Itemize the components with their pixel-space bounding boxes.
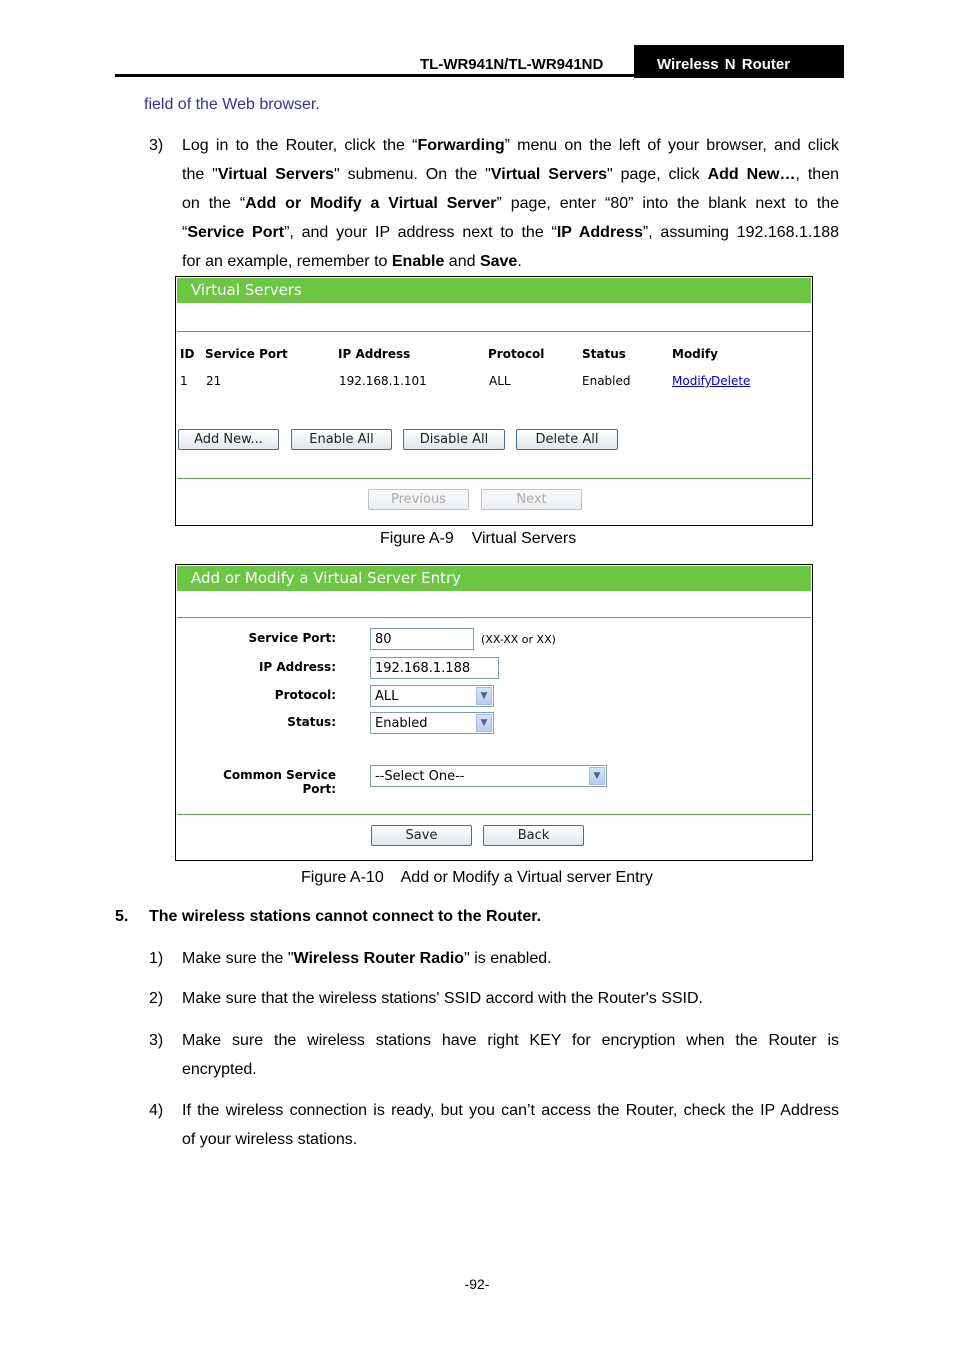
- panel-title: Virtual Servers: [177, 278, 811, 303]
- item-text: [182, 1026, 839, 1084]
- next-button[interactable]: Next: [481, 489, 582, 510]
- step3-line4: “Service Port”, and your IP address next to the “IP Address”, assuming 192.168.1.188: [182, 224, 840, 241]
- protocol-label: Protocol:: [274, 688, 336, 702]
- row-port: 21: [206, 374, 222, 388]
- intro-fragment: field of the Web browser.: [144, 96, 320, 113]
- divider: [177, 617, 811, 618]
- divider: [177, 478, 811, 479]
- ip-address-input[interactable]: 192.168.1.188: [370, 657, 499, 679]
- service-port-hint: (XX-XX or XX): [481, 633, 556, 646]
- row-protocol: ALL: [489, 374, 511, 388]
- common-service-port-select[interactable]: --Select One-- ▼: [370, 765, 607, 787]
- column-header: ID: [180, 347, 195, 361]
- item-number: 1): [149, 950, 164, 967]
- item-line: Make sure the wireless stations have right KEY for encryption when the Router is: [182, 1032, 839, 1049]
- row-id: 1: [180, 374, 188, 388]
- virtual-servers-panel: [175, 276, 813, 526]
- column-header: Protocol: [488, 347, 545, 361]
- chevron-down-icon[interactable]: ▼: [476, 714, 492, 732]
- header-model: TL-WR941N/TL-WR941ND: [420, 56, 604, 73]
- item-line: of your wireless stations.: [182, 1131, 358, 1148]
- row-ip: 192.168.1.101: [339, 374, 427, 388]
- figure-caption: Figure A-9 Virtual Servers: [380, 530, 577, 547]
- chevron-down-icon[interactable]: ▼: [589, 767, 605, 785]
- service-port-input[interactable]: 80: [370, 628, 474, 650]
- item-number: 3): [149, 1032, 164, 1049]
- item-text: Make sure the "Wireless Router Radio" is enabled.: [182, 950, 552, 967]
- item-line: If the wireless connection is ready, but you can’t access the Router, check the IP Address: [182, 1102, 839, 1119]
- step3-line5: for an example, remember to Enable and Save.: [182, 253, 522, 270]
- item-number: 4): [149, 1102, 164, 1119]
- enable-all-button[interactable]: Enable All: [291, 429, 392, 450]
- step3-line2: the "Virtual Servers" submenu. On the "Virtual Servers" page, click Add New…, then: [182, 166, 839, 183]
- chevron-down-icon[interactable]: ▼: [476, 687, 492, 705]
- modify-link[interactable]: Modify: [672, 374, 712, 388]
- item-line: encrypted.: [182, 1061, 257, 1078]
- header-product: Wireless N Router: [634, 45, 844, 78]
- column-header: Status: [582, 347, 626, 361]
- save-button[interactable]: Save: [371, 825, 472, 846]
- step-number: 3): [149, 137, 164, 154]
- common-service-port-label: Common Service Port:: [223, 768, 336, 796]
- previous-button[interactable]: Previous: [368, 489, 469, 510]
- back-button[interactable]: Back: [483, 825, 584, 846]
- status-select[interactable]: Enabled ▼: [370, 712, 494, 734]
- disable-all-button[interactable]: Disable All: [403, 429, 505, 450]
- page-number: -92-: [464, 1276, 490, 1292]
- protocol-select[interactable]: ALL ▼: [370, 685, 494, 707]
- add-new-button[interactable]: Add New...: [178, 429, 279, 450]
- divider: [177, 814, 811, 815]
- item-text: [182, 1096, 839, 1154]
- row-status: Enabled: [582, 374, 631, 388]
- section-number: 5.: [115, 908, 129, 925]
- divider: [177, 331, 811, 332]
- step3-line1: Log in to the Router, click the “Forwarding” menu on the left of your browser, and click: [182, 137, 840, 154]
- ip-address-label: IP Address:: [258, 660, 336, 674]
- panel-title: Add or Modify a Virtual Server Entry: [177, 566, 811, 591]
- column-header: IP Address: [338, 347, 411, 361]
- item-number: 2): [149, 990, 164, 1007]
- service-port-label: Service Port:: [248, 631, 336, 645]
- section-title: The wireless stations cannot connect to the Router.: [149, 908, 542, 925]
- item-text: Make sure that the wireless stations' SSID accord with the Router's SSID.: [182, 990, 703, 1007]
- figure-caption: Figure A-10 Add or Modify a Virtual server Entry: [301, 869, 653, 886]
- add-modify-panel: [175, 564, 813, 861]
- delete-link[interactable]: Delete: [711, 374, 751, 388]
- step3-paragraph: [182, 131, 839, 276]
- step3-line3: on the “Add or Modify a Virtual Server” page, enter “80” into the blank next to the: [182, 195, 840, 212]
- column-header: Service Port: [205, 347, 288, 361]
- status-label: Status:: [287, 715, 336, 729]
- header-rule: [115, 74, 844, 77]
- column-header: Modify: [672, 347, 718, 361]
- delete-all-button[interactable]: Delete All: [516, 429, 618, 450]
